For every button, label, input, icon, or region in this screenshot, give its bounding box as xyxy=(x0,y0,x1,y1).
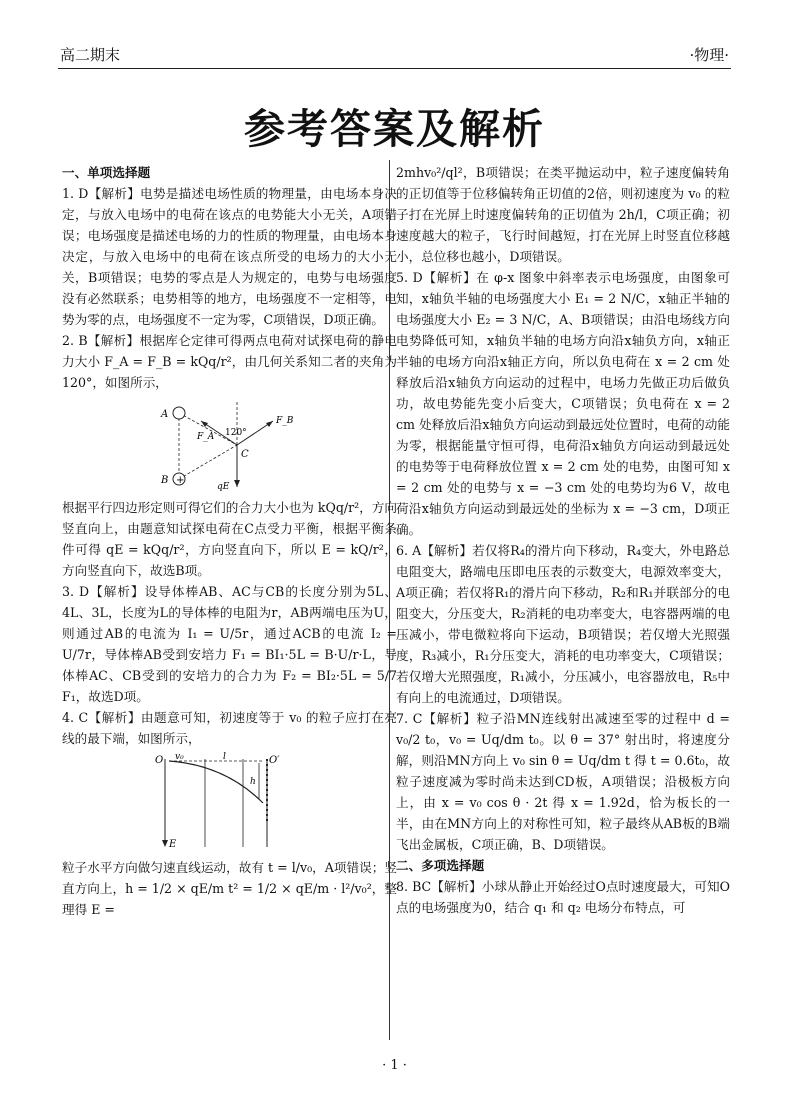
label-qE: qE xyxy=(216,482,229,492)
trajectory-diagram xyxy=(155,751,305,855)
answer-paragraph: 2mhv₀²/ql²，B项错误；在类平抛运动中，粒子速度偏转角的正切值等于位移偏转角正切值的2倍，则初速度为 v₀ 的粒子打在光屏上时速度偏转角的正切值为 2h/l，C项正确；初速度越大的粒子，飞行时间越短，打在光屏上时竖直位移越小，总位移也越小，D项错误。 xyxy=(396,165,730,264)
page-header xyxy=(58,44,731,69)
section-heading: 一、单项选择题 xyxy=(62,165,151,180)
header-left: 高二期末 xyxy=(60,46,121,64)
label-O: O xyxy=(154,755,163,766)
answer-paragraph: 8. BC【解析】小球从静止开始经过O点时速度最大，可知O点的电场强度为0，结合 q₁ 和 q₂ 电场分布特点，可 xyxy=(396,879,730,915)
label-E: E xyxy=(168,839,176,850)
svg-text:+: + xyxy=(175,475,184,486)
section-heading: 二、多项选择题 xyxy=(396,858,485,873)
answer-paragraph: 粒子水平方向做匀速直线运动，故有 t = l/v₀，A项错误；竖直方向上，h = 1/2 × qE/m t² = 1/2 × qE/m · l²/v₀²，整理得 E = xyxy=(62,860,397,917)
label-B: B xyxy=(160,475,168,486)
answer-paragraph: 6. A【解析】若仅将R₄的滑片向下移动，R₄变大，外电路总电阻变大，路端电压即电压表的示数变大，电源效率变大，A项正确；若仅将R₁的滑片向下移动，R₂和R₁并联部分的电阻变大，分压变大，R₂消耗的电功率变大，电容器两端的电压减小，带电微粒将向下运动，B项错误；若仅增大光照强度，R₃减小，R₁分压变大，消耗的电功率变大，C项错误；若仅增大光照强度，R₁减小，分压减小，电容器放电，R₅中有向上的电流通过，D项错误。 xyxy=(396,543,730,705)
header-right: ·物理· xyxy=(689,46,729,64)
page-title: 参考答案及解析 xyxy=(244,105,545,153)
answer-paragraph: 5. D【解析】在 φ-x 图象中斜率表示电场强度，由图象可知，x轴负半轴的电场强度大小 E₁ = 2 N/C，x轴正半轴的电场强度大小 E₂ = 3 N/C，A、B项错误；由沿电场线方向电势降低可知，x轴负半轴的电场方向沿x轴负方向，x轴正半轴的电场方向沿x轴正方向，所以负电荷在 x = 2 cm 处释放后沿x轴负方向运动的过程中，电场力先做正功后做负功，故电势能先变小后变大，C项错误；负电荷在 x = 2 cm 处释放后沿x轴负方向运动到最远处位置时，电荷的动能为零，根据能量守恒可得，电荷沿x轴负方向运动到最远处的电势等于电荷释放位置 x = 2 cm 处的电势，由图可知 x = 2 cm 处的电势与 x = −3 cm 处的电势均为6 V，故电荷沿x轴负方向运动到最远处的坐标为 x = −3 cm，D项正确。 xyxy=(396,270,730,537)
answer-paragraph: 2. B【解析】根据库仑定律可得两点电荷对试探电荷的静电力大小 F_A = F_B = kQq/r²，由几何关系知二者的夹角为120°，如图所示， xyxy=(62,333,397,390)
label-FB: F_B xyxy=(275,416,293,426)
label-O-prime: O′ xyxy=(268,755,279,766)
answer-paragraph: 根据平行四边形定则可得它们的合力大小也为 kQq/r²，方向竖直向上，由题意知试探电荷在C点受力平衡，根据平衡条件可得 qE = kQq/r²，方向竖直向下，所以 E = kQ/r²，方向竖直向下，故选B项。 xyxy=(62,500,397,578)
label-h: h xyxy=(249,777,256,787)
label-angle: 120° xyxy=(224,428,247,438)
label-v0: v₀ xyxy=(174,752,184,762)
label-A: A xyxy=(160,409,168,420)
answer-paragraph: 3. D【解析】设导体棒AB、AC与CB的长度分别为5L、4L、3L，长度为L的导体棒的电阻为r，AB两端电压为U，则通过AB的电流为 I₁ = U/5r，通过ACB的电流 I₂ = U/7r，导体棒AB受到安培力 F₁ = BI₁·5L = B·U/r·L，导体棒AC、CB受到的安培力的合力为 F₂ = BI₂·5L = 5/7 F₁，故选D项。 xyxy=(62,584,397,704)
answer-paragraph: 7. C【解析】粒子沿MN连线射出减速至零的过程中 d = v₀/2 t₀，v₀ = Uq/dm t₀。以 θ = 37° 射出时，将速度分解，则沿MN方向上 v₀ sin θ = Uq/dm t 得 t = 0.6t₀，故粒子速度减为零时尚未达到CD板，A项错误；沿极板方向上，由 x = v₀ cos θ · 2t 得 x = 1.92d，恰为板长的一半，由在MN方向上的对称性可知，粒子最终从AB板的B端飞出金属板，C项正确，B、D项错误。 xyxy=(396,711,730,852)
label-C: C xyxy=(240,449,249,460)
left-column xyxy=(62,162,397,920)
page-number: · 1 · xyxy=(382,1058,407,1073)
answer-paragraph: 1. D【解析】电势是描述电场性质的物理量，由电场本身决定，与放入电场中的电荷在该点的电势能大小无关，A项错误；电场强度是描述电场的力的性质的物理量，由电场本身决定，与放入电场中的电荷在该点所受的电场力的大小无关，B项错误；电势的零点是人为规定的，电势与电场强度没有必然联系；电势相等的地方，电场强度不一定相等，电势为零的点，电场强度不一定为零，C项错误，D项正确。 xyxy=(62,186,397,327)
right-column xyxy=(396,162,730,918)
answer-paragraph: 4. C【解析】由题意可知，初速度等于 v₀ 的粒子应打在亮线的最下端，如图所示， xyxy=(62,710,397,746)
label-FA: F_A xyxy=(196,432,214,442)
force-diagram xyxy=(145,395,315,495)
label-l: l xyxy=(222,752,226,762)
